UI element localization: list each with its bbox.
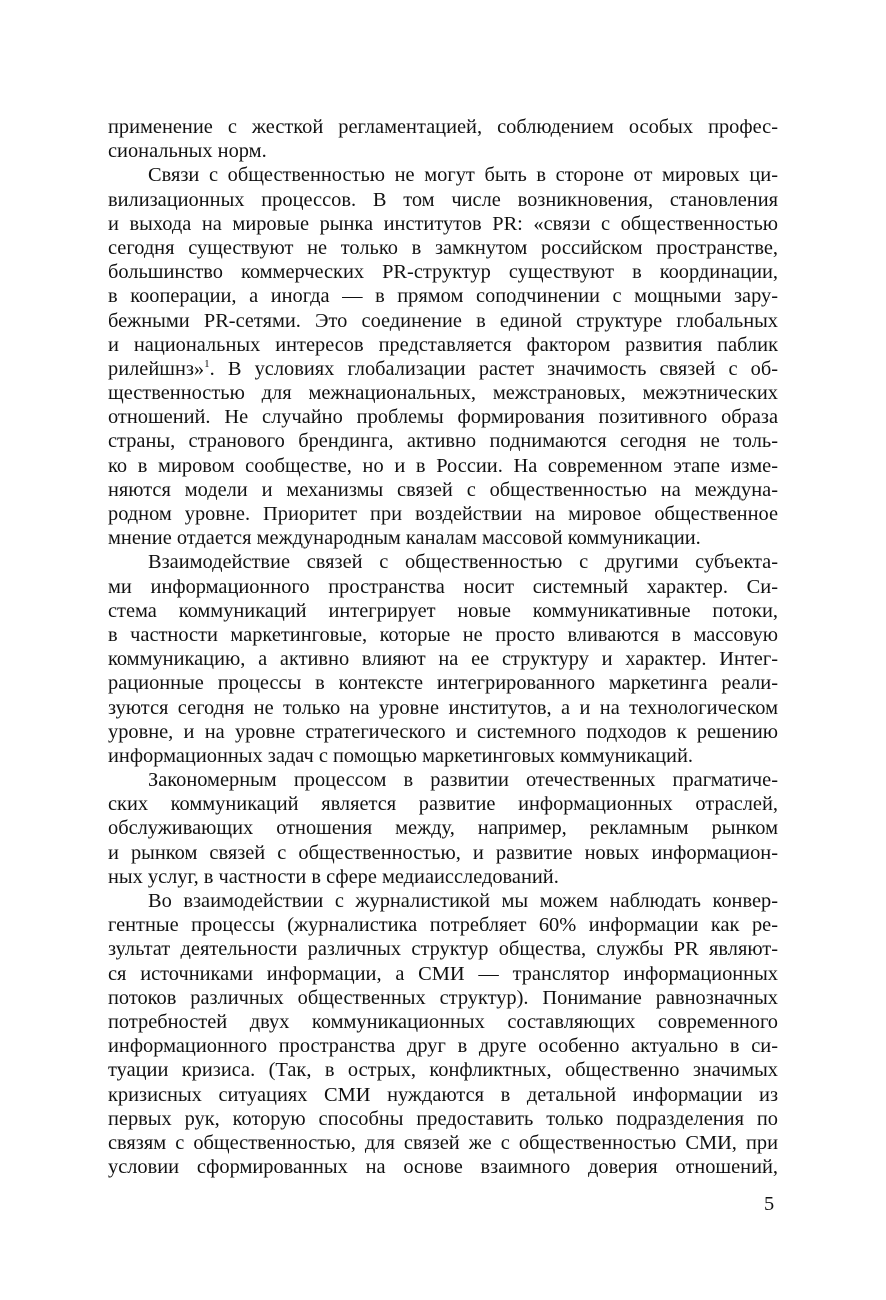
text-line: ми информационного пространства носит системный характер. Си- <box>108 575 778 598</box>
text-fragment: . В условиях глобализации растет значимость связей с об- <box>209 357 778 380</box>
text-line: стема коммуникаций интегрирует новые коммуникативные потоки, <box>108 599 778 622</box>
text-line: применение с жесткой регламентацией, соблюдением особых профес- <box>108 116 778 138</box>
text-line: потребностей двух коммуникационных составляющих современного <box>108 1010 778 1033</box>
text-line: сиональных норм. <box>108 140 267 163</box>
text-line: ных услуг, в частности в сфере медиаисследований. <box>108 865 559 888</box>
text-line: в кооперации, а иногда — в прямом соподчинении с мощными зару- <box>108 285 778 308</box>
text-line: ся источниками информации, а СМИ — транслятор информационных <box>108 962 778 985</box>
text-line: информационного пространства друг в друге особенно актуально в си- <box>108 1035 778 1058</box>
page-number: 5 <box>764 1193 775 1215</box>
text-line: ских коммуникаций является развитие информационных отраслей, <box>108 793 778 816</box>
text-line: большинство коммерческих PR-структур существуют в координации, <box>108 261 778 284</box>
text-line: рационные процессы в контексте интегрированного маркетинга реали- <box>108 672 778 695</box>
paragraph-2 <box>108 163 778 550</box>
text-line: зуются сегодня не только на уровне институтов, а и на технологическом <box>108 696 778 719</box>
text-line: вилизационных процессов. В том числе возникновения, становления <box>108 188 778 211</box>
text-line: и выхода на мировые рынка институтов PR: «связи с общественностью <box>108 212 778 235</box>
text-line: Закономерным процессом в развитии отечественных прагматиче- <box>148 769 778 792</box>
text-line: страны, странового брендинга, активно поднимаются сегодня не толь- <box>108 430 778 453</box>
text-line: обслуживающих отношения между, например, рекламным рынком <box>108 817 778 840</box>
paragraph-1 <box>108 115 778 163</box>
paragraph-3 <box>108 550 778 768</box>
text-fragment: рилейшнз» <box>108 357 205 380</box>
text-line: уровне, и на уровне стратегического и системного подходов к решению <box>108 720 778 743</box>
text-line: зультат деятельности различных структур общества, службы PR являют- <box>108 938 778 961</box>
text-line: мнение отдается международным каналам массовой коммуникации. <box>108 527 701 550</box>
text-line: и национальных интересов представляется фактором развития паблик <box>108 333 778 356</box>
text-line: отношений. Не случайно проблемы формирования позитивного образа <box>108 406 778 429</box>
text-line: родном уровне. Приоритет при воздействии на мировое общественное <box>108 503 778 525</box>
footnote-marker: 1 <box>204 358 210 371</box>
text-line-with-footnote <box>108 357 778 381</box>
text-line: бежными PR-сетями. Это соединение в единой структуре глобальных <box>108 309 778 332</box>
paragraph-4 <box>108 768 778 889</box>
text-line: щественностью для межнациональных, межстрановых, межэтнических <box>108 382 778 405</box>
text-line: Взаимодействие связей с общественностью с другими субъекта- <box>148 551 778 574</box>
text-line: туации кризиса. (Так, в острых, конфликтных, общественно значимых <box>108 1059 778 1082</box>
text-line: первых рук, которую способны предоставить только подразделения по <box>108 1107 778 1130</box>
text-line: няются модели и механизмы связей с общественностью на междуна- <box>108 478 778 501</box>
text-line: связям с общественностью, для связей же с общественностью СМИ, при <box>108 1131 778 1154</box>
text-line: кризисных ситуациях СМИ нуждаются в детальной информации из <box>108 1083 778 1106</box>
text-line: гентные процессы (журналистика потребляет 60% информации как ре- <box>108 914 778 937</box>
paragraph-5 <box>108 889 778 1179</box>
body-text <box>108 115 778 1179</box>
text-line: в частности маркетинговые, которые не просто вливаются в массовую <box>108 623 778 646</box>
text-line: ко в мировом сообществе, но и в России. На современном этапе изме- <box>108 454 778 477</box>
text-line: потоков различных общественных структур). Понимание равнозначных <box>108 986 778 1009</box>
text-line: Во взаимодействии с журналистикой мы можем наблюдать конвер- <box>148 890 778 912</box>
text-line: Связи с общественностью не могут быть в стороне от мировых ци- <box>148 164 778 187</box>
text-line: условии сформированных на основе взаимного доверия отношений, <box>108 1156 778 1179</box>
text-line: коммуникацию, а активно влияют на ее структуру и характер. Интег- <box>108 648 778 671</box>
text-line: и рынком связей с общественностью, и развитие новых информацион- <box>108 841 778 864</box>
text-line: сегодня существуют не только в замкнутом российском пространстве, <box>108 236 778 259</box>
text-line: информационных задач с помощью маркетинговых коммуникаций. <box>108 744 693 767</box>
